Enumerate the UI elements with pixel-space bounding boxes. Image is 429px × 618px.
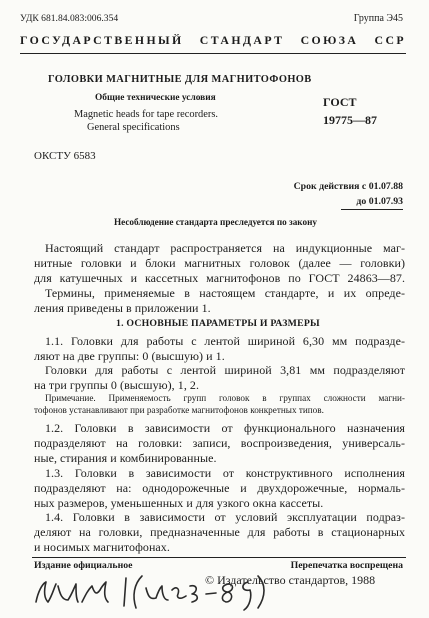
clause-1-4-line-3: и носимых магнитофонах. [34,540,170,554]
clause-1-2-line-2: подразделяют на головки: записи, воспроизведения, универсаль- [34,436,405,450]
okstu-code: ОКСТУ 6583 [34,150,96,162]
validity-from: Срок действия с 01.07.88 [293,181,403,192]
intro-line-2: нитные головки и блоки магнитных головок (далее — головки) [34,256,405,270]
clause-1-1-line-2: ляют на две группы: 0 (высшую) и 1. [34,349,225,363]
intro-line-3: для катушечных и кассетных магнитофонов по ГОСТ 24863—87. [34,271,405,285]
clause-1-3-line-3: ных размеров, уменьшенных и для узкого окна кассеты. [34,496,324,510]
clause-1-4-line-1: 1.4. Головки в зависимости от условий эксплуатации подраз- [45,510,405,524]
note-line-1: Примечание. Применяемость групп головок в группах сложности магни- [45,393,405,403]
clause-1-1b-line-2: на три группы 0 (высшую), 1, 2. [34,378,200,392]
banner-rule [20,53,406,54]
group-code: Группа Э45 [353,13,403,24]
validity-to: до 01.07.93 [356,196,403,207]
clause-1-1b-line-1: Головки для работы с лентой шириной 3,81 мм подразделяют [45,363,405,377]
english-title-line-1: Magnetic heads for tape recorders. [74,109,218,120]
clause-1-4-line-2: деляют на головки, предназначенные для работы в стационарных [34,525,405,539]
gost-number: 19775—87 [323,113,377,127]
gost-label: ГОСТ [323,95,357,109]
validity-rule [341,209,403,210]
reprint-forbidden: Перепечатка воспрещена [290,560,403,571]
standard-banner: ГОСУДАРСТВЕННЫЙ СТАНДАРТ СОЮЗА ССР [20,33,406,47]
note-line-2: тофонов устанавливают при разработке магнитофонов конкретных типов. [34,405,324,415]
official-edition: Издание официальное [34,560,133,571]
clause-1-3-line-1: 1.3. Головки в зависимости от конструктивного исполнения [45,466,405,480]
clause-1-2-line-3: ные, стирания и комбинированные. [34,451,217,465]
intro-line-4: Термины, применяемые в настоящем стандарте, и их опреде- [45,286,405,300]
legal-notice: Несоблюдение стандарта преследуется по закону [114,217,317,227]
clause-1-3-line-2: подразделяют на: однодорожечные и двухдорожечные, нормаль- [34,481,405,495]
clause-1-2-line-1: 1.2. Головки в зависимости от функционального назначения [45,421,405,435]
udc-code: УДК 681.84.083:006.354 [20,13,119,24]
section-1-heading: 1. ОСНОВНЫЕ ПАРАМЕТРЫ И РАЗМЕРЫ [116,318,320,329]
english-title-line-2: General specifications [87,122,180,133]
clause-1-1-line-1: 1.1. Головки для работы с лентой шириной 6,30 мм подразде- [45,334,405,348]
document-subtitle: Общие технические условия [95,93,216,103]
intro-line-5: ления приведены в приложении 1. [34,301,211,315]
copyright: © Издательство стандартов, 1988 [205,573,376,587]
document-title: ГОЛОВКИ МАГНИТНЫЕ ДЛЯ МАГНИТОФОНОВ [48,74,312,85]
intro-line-1: Настоящий стандарт распространяется на индукционные маг- [45,241,405,255]
footer-rule [32,557,406,558]
